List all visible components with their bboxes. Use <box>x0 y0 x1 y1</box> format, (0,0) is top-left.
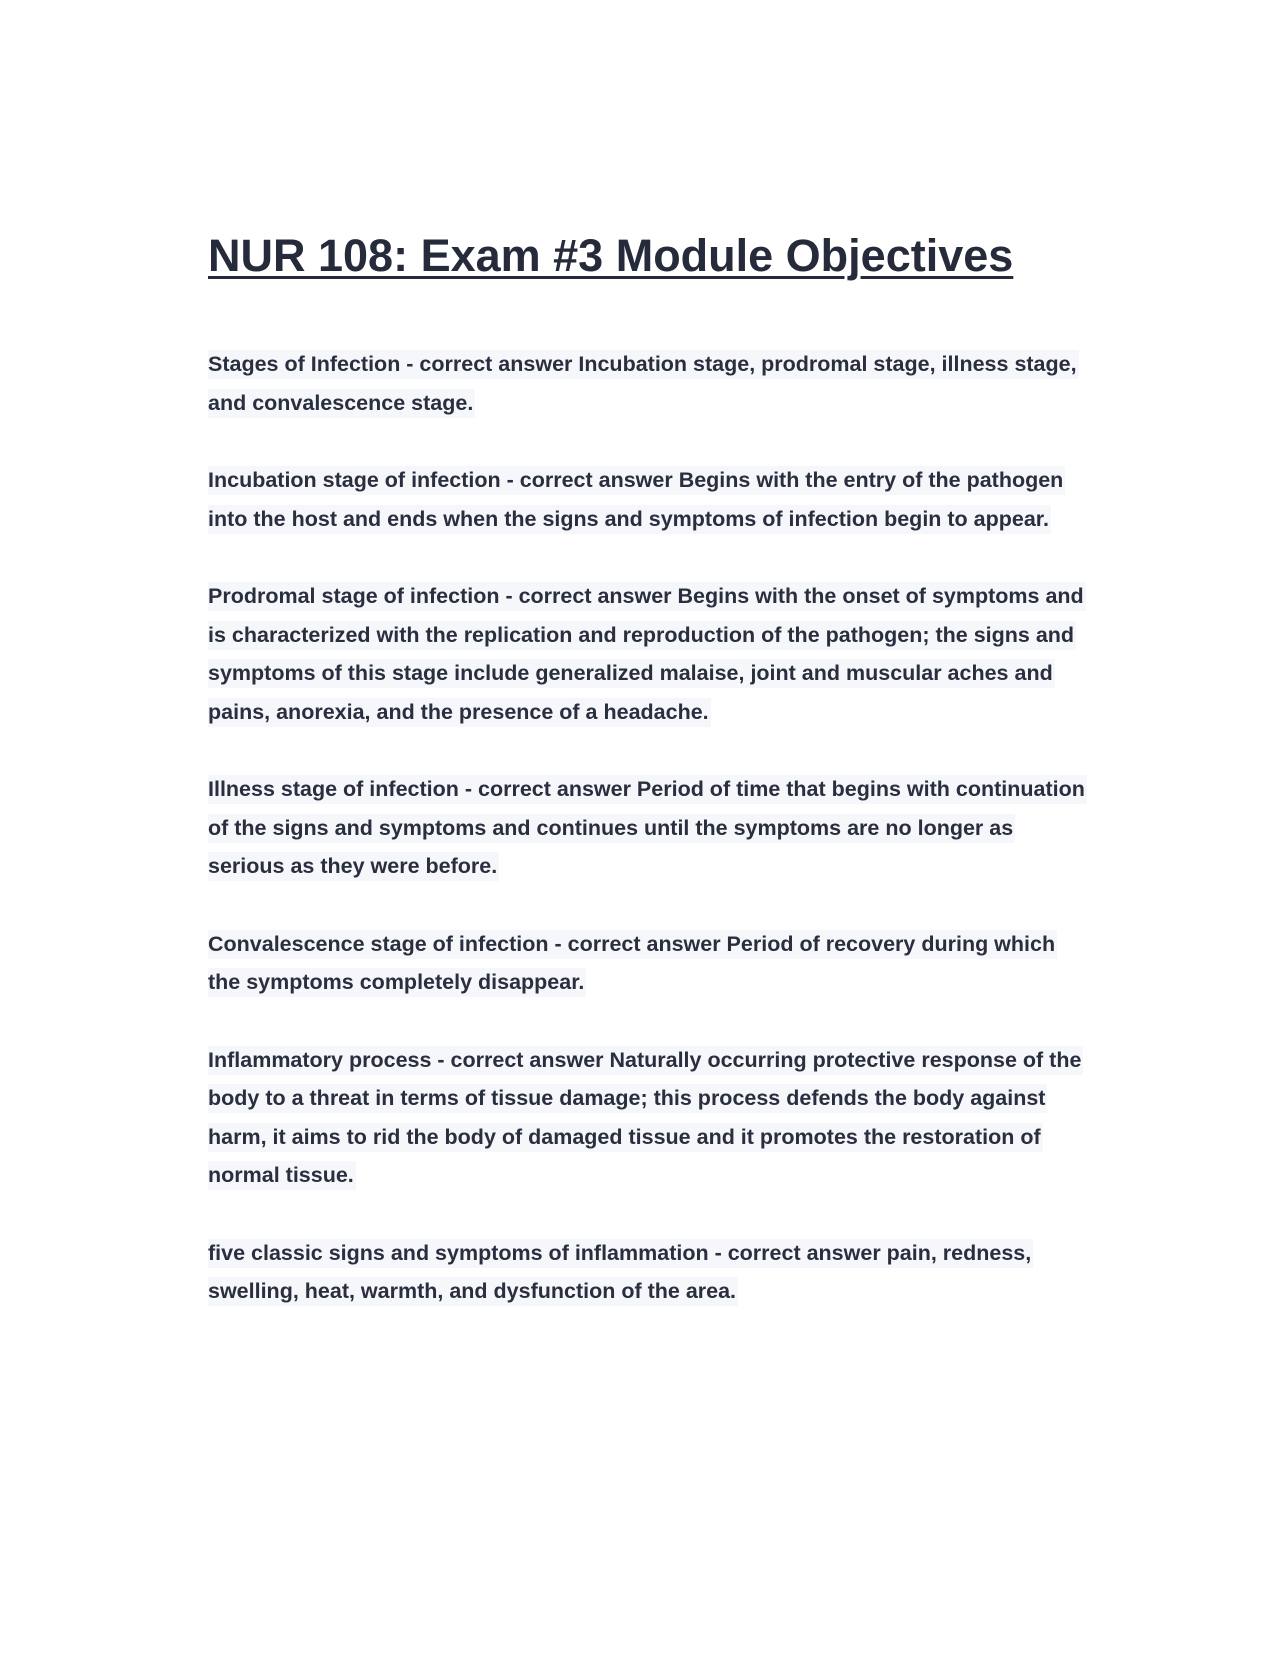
document-content <box>208 226 1088 1350</box>
document-title: NUR 108: Exam #3 Module Objectives <box>208 230 1014 281</box>
entry-list <box>208 345 1088 1311</box>
entry-text: Prodromal stage of infection - correct answer Begins with the onset of symptoms and is characterized with the replication and reproduction of the pathogen; the signs and symptoms of this stage include generalized malaise, joint and muscular aches and pains, anorexia, and the presence of a headache. <box>208 582 1086 727</box>
entry-text: Convalescence stage of infection - correct answer Period of recovery during which the symptoms completely disappear. <box>208 930 1057 998</box>
entry-inflammatory-process <box>208 1041 1088 1195</box>
entry-illness-stage <box>208 770 1088 886</box>
entry-text: Illness stage of infection - correct answer Period of time that begins with continuation of the signs and symptoms and continues until the symptoms are no longer as serious as they were before. <box>208 775 1087 881</box>
entry-five-classic-signs <box>208 1234 1088 1311</box>
entry-incubation-stage <box>208 461 1088 538</box>
entry-convalescence-stage <box>208 925 1088 1002</box>
entry-text: five classic signs and symptoms of inflammation - correct answer pain, redness, swelling, heat, warmth, and dysfunction of the area. <box>208 1239 1033 1307</box>
entry-text: Stages of Infection - correct answer Incubation stage, prodromal stage, illness stage, and convalescence stage. <box>208 350 1079 418</box>
entry-text: Inflammatory process - correct answer Naturally occurring protective response of the body to a threat in terms of tissue damage; this process defends the body against harm, it aims to rid the body of damaged tissue and it promotes the restoration of normal tissue. <box>208 1046 1083 1191</box>
entry-text: Incubation stage of infection - correct answer Begins with the entry of the pathogen into the host and ends when the signs and symptoms of infection begin to appear. <box>208 466 1065 534</box>
entry-stages-of-infection <box>208 345 1088 422</box>
entry-prodromal-stage <box>208 577 1088 731</box>
